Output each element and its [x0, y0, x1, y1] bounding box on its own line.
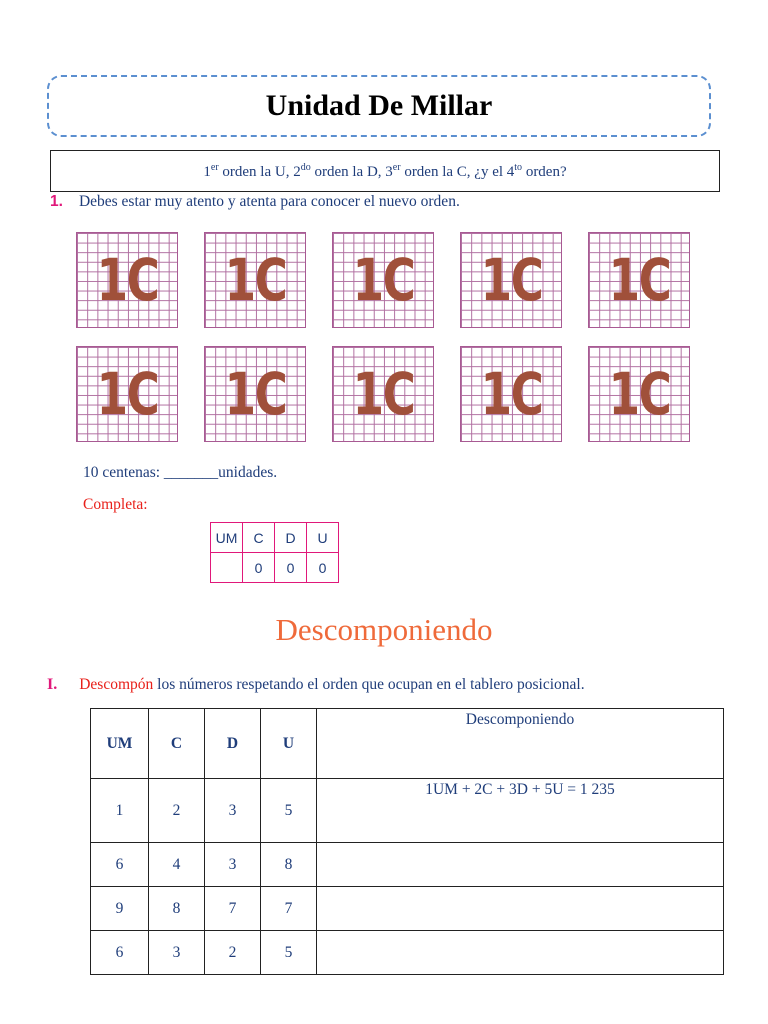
cell-u: 5: [261, 931, 317, 975]
cell-d: 3: [205, 779, 261, 843]
question-1-text: Debes estar muy atento y atenta para conocer el nuevo orden.: [78, 193, 460, 210]
question-i: [47, 676, 585, 694]
place-value-table-small: [210, 522, 339, 583]
cell-c: 0: [243, 553, 275, 583]
hundred-block: [204, 346, 306, 442]
cell-d: 3: [205, 843, 261, 887]
header-um: UM: [211, 523, 243, 553]
table-header-row: [91, 709, 724, 779]
centenas-prompt: 10 centenas: _______unidades.: [83, 464, 278, 481]
hundred-block: [588, 346, 690, 442]
cell-c: 2: [149, 779, 205, 843]
cell-u: 5: [261, 779, 317, 843]
title-box: [47, 75, 711, 137]
completa-label: Completa:: [83, 496, 148, 513]
cell-um: 6: [91, 931, 149, 975]
header-u: U: [307, 523, 339, 553]
cell-u: 7: [261, 887, 317, 931]
cell-um: 9: [91, 887, 149, 931]
question-i-text: los números respetando el orden que ocupan en el tablero posicional.: [153, 676, 585, 693]
cell-decomposition-input[interactable]: [317, 887, 724, 931]
hundred-block-label: 1C: [96, 246, 158, 314]
cell-d: 0: [275, 553, 307, 583]
hundred-block-label: 1C: [352, 360, 414, 428]
table-row: [91, 931, 724, 975]
section-title: Descomponiendo: [275, 612, 493, 647]
hundred-block: [332, 346, 434, 442]
decomposition-table: [90, 708, 724, 975]
cell-um: 1: [91, 779, 149, 843]
hundred-block-label: 1C: [224, 360, 286, 428]
hundred-block: [588, 232, 690, 328]
hundred-block: [332, 232, 434, 328]
order-prompt: [50, 150, 720, 192]
cell-d: 2: [205, 931, 261, 975]
hundred-block: [460, 346, 562, 442]
cell-decomposition: 1UM + 2C + 3D + 5U = 1 235: [317, 779, 724, 843]
header-um: UM: [91, 709, 149, 779]
cell-c: 8: [149, 887, 205, 931]
cell-c: 4: [149, 843, 205, 887]
order-text: 1er orden la U, $2^{do}$ orden la D, 3er orden la C, ¿y el $4^{to}$ orden?: [203, 161, 567, 180]
table-header-row: [211, 523, 339, 553]
question-i-number: I.: [47, 676, 58, 693]
header-c: C: [243, 523, 275, 553]
table-row: [91, 887, 724, 931]
hundred-block-label: 1C: [480, 246, 542, 314]
cell-decomposition-input[interactable]: [317, 931, 724, 975]
table-row: [211, 553, 339, 583]
cell-um-input[interactable]: [211, 553, 243, 583]
hundred-block: [76, 346, 178, 442]
header-d: D: [275, 523, 307, 553]
hundred-block-label: 1C: [96, 360, 158, 428]
cell-c: 3: [149, 931, 205, 975]
page-title: Unidad De Millar: [265, 89, 493, 122]
hundred-block-label: 1C: [480, 360, 542, 428]
cell-decomposition-input[interactable]: [317, 843, 724, 887]
header-c: C: [149, 709, 205, 779]
header-descomponiendo: Descomponiendo: [317, 709, 724, 779]
cell-u: 8: [261, 843, 317, 887]
cell-u: 0: [307, 553, 339, 583]
hundred-block-label: 1C: [352, 246, 414, 314]
header-u: U: [261, 709, 317, 779]
question-1-number: 1.: [50, 193, 63, 210]
header-d: D: [205, 709, 261, 779]
question-i-highlight: Descompón: [79, 676, 154, 693]
cell-d: 7: [205, 887, 261, 931]
hundred-block-label: 1C: [608, 360, 670, 428]
table-row: [91, 779, 724, 843]
cell-um: 6: [91, 843, 149, 887]
question-1: [50, 193, 460, 211]
hundred-block: [76, 232, 178, 328]
hundred-block-label: 1C: [608, 246, 670, 314]
hundred-block-label: 1C: [224, 246, 286, 314]
hundred-block: [460, 232, 562, 328]
hundred-block: [204, 232, 306, 328]
table-row: [91, 843, 724, 887]
